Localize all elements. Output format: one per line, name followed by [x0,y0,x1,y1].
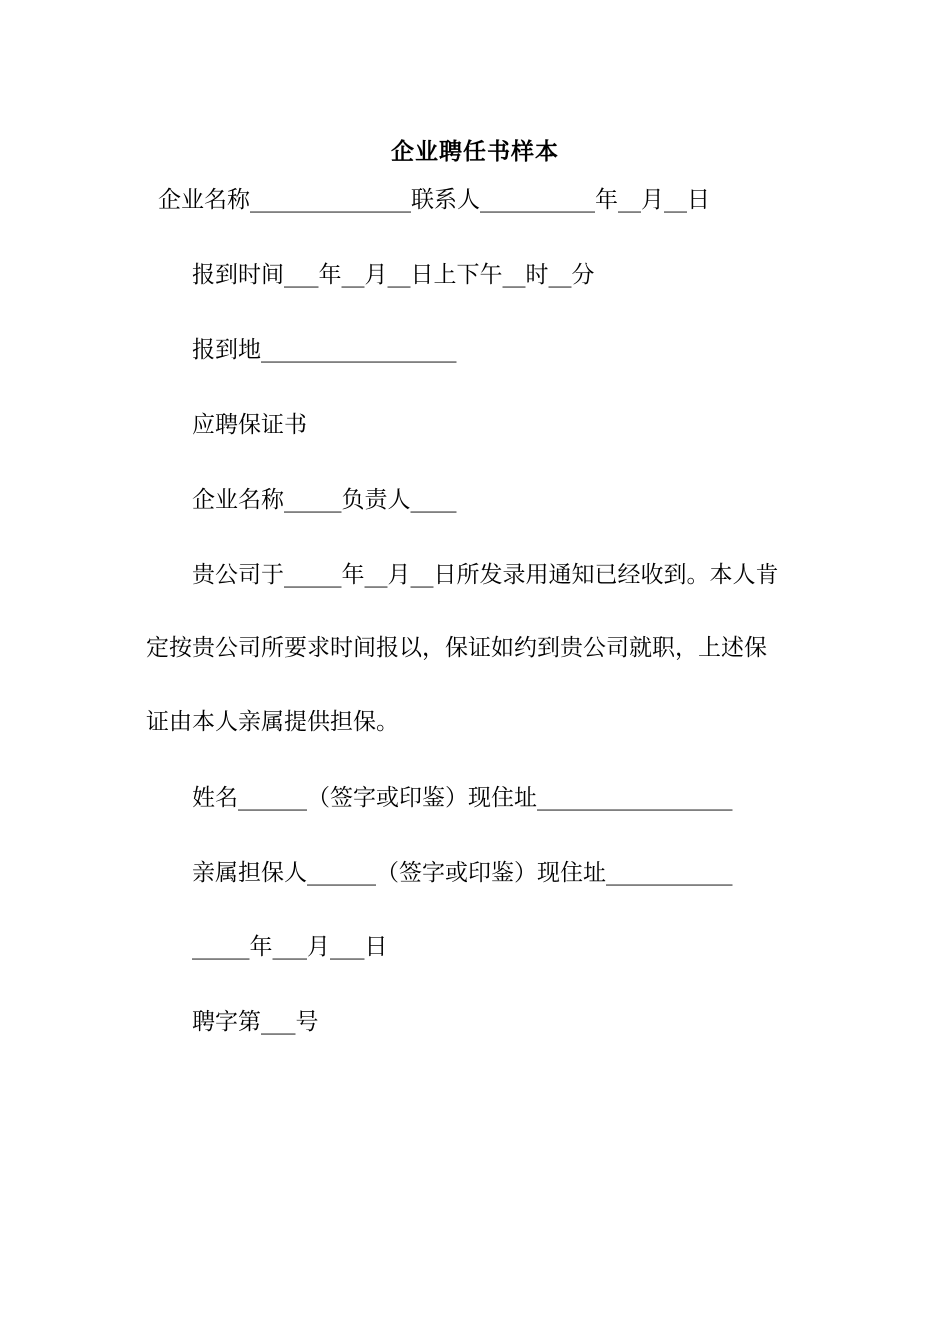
guarantor-signature-line: 亲属担保人______（签字或印鉴）现住址___________ [192,860,733,886]
date-line: _____年___月___日 [192,934,388,960]
employment-number-line: 聘字第___号 [192,1009,319,1035]
report-time-line: 报到时间___年__月__日上下午__时__分 [192,262,595,288]
guarantee-heading: 应聘保证书 [192,412,307,438]
company-manager-line: 企业名称_____负责人____ [192,487,457,513]
paragraph-line-2: 定按贵公司所要求时间报以，保证如约到贵公司就职，上述保 [146,635,767,661]
company-contact-line: 企业名称______________联系人__________年__月__日 [158,187,710,213]
report-place-line: 报到地_________________ [192,337,457,363]
document-title: 企业聘任书样本 [391,138,559,165]
name-signature-line: 姓名______（签字或印鉴）现住址_________________ [192,785,733,811]
paragraph-line-1: 贵公司于_____年__月__日所发录用通知已经收到。本人肯 [192,562,779,588]
paragraph-line-3: 证由本人亲属提供担保。 [146,709,399,735]
